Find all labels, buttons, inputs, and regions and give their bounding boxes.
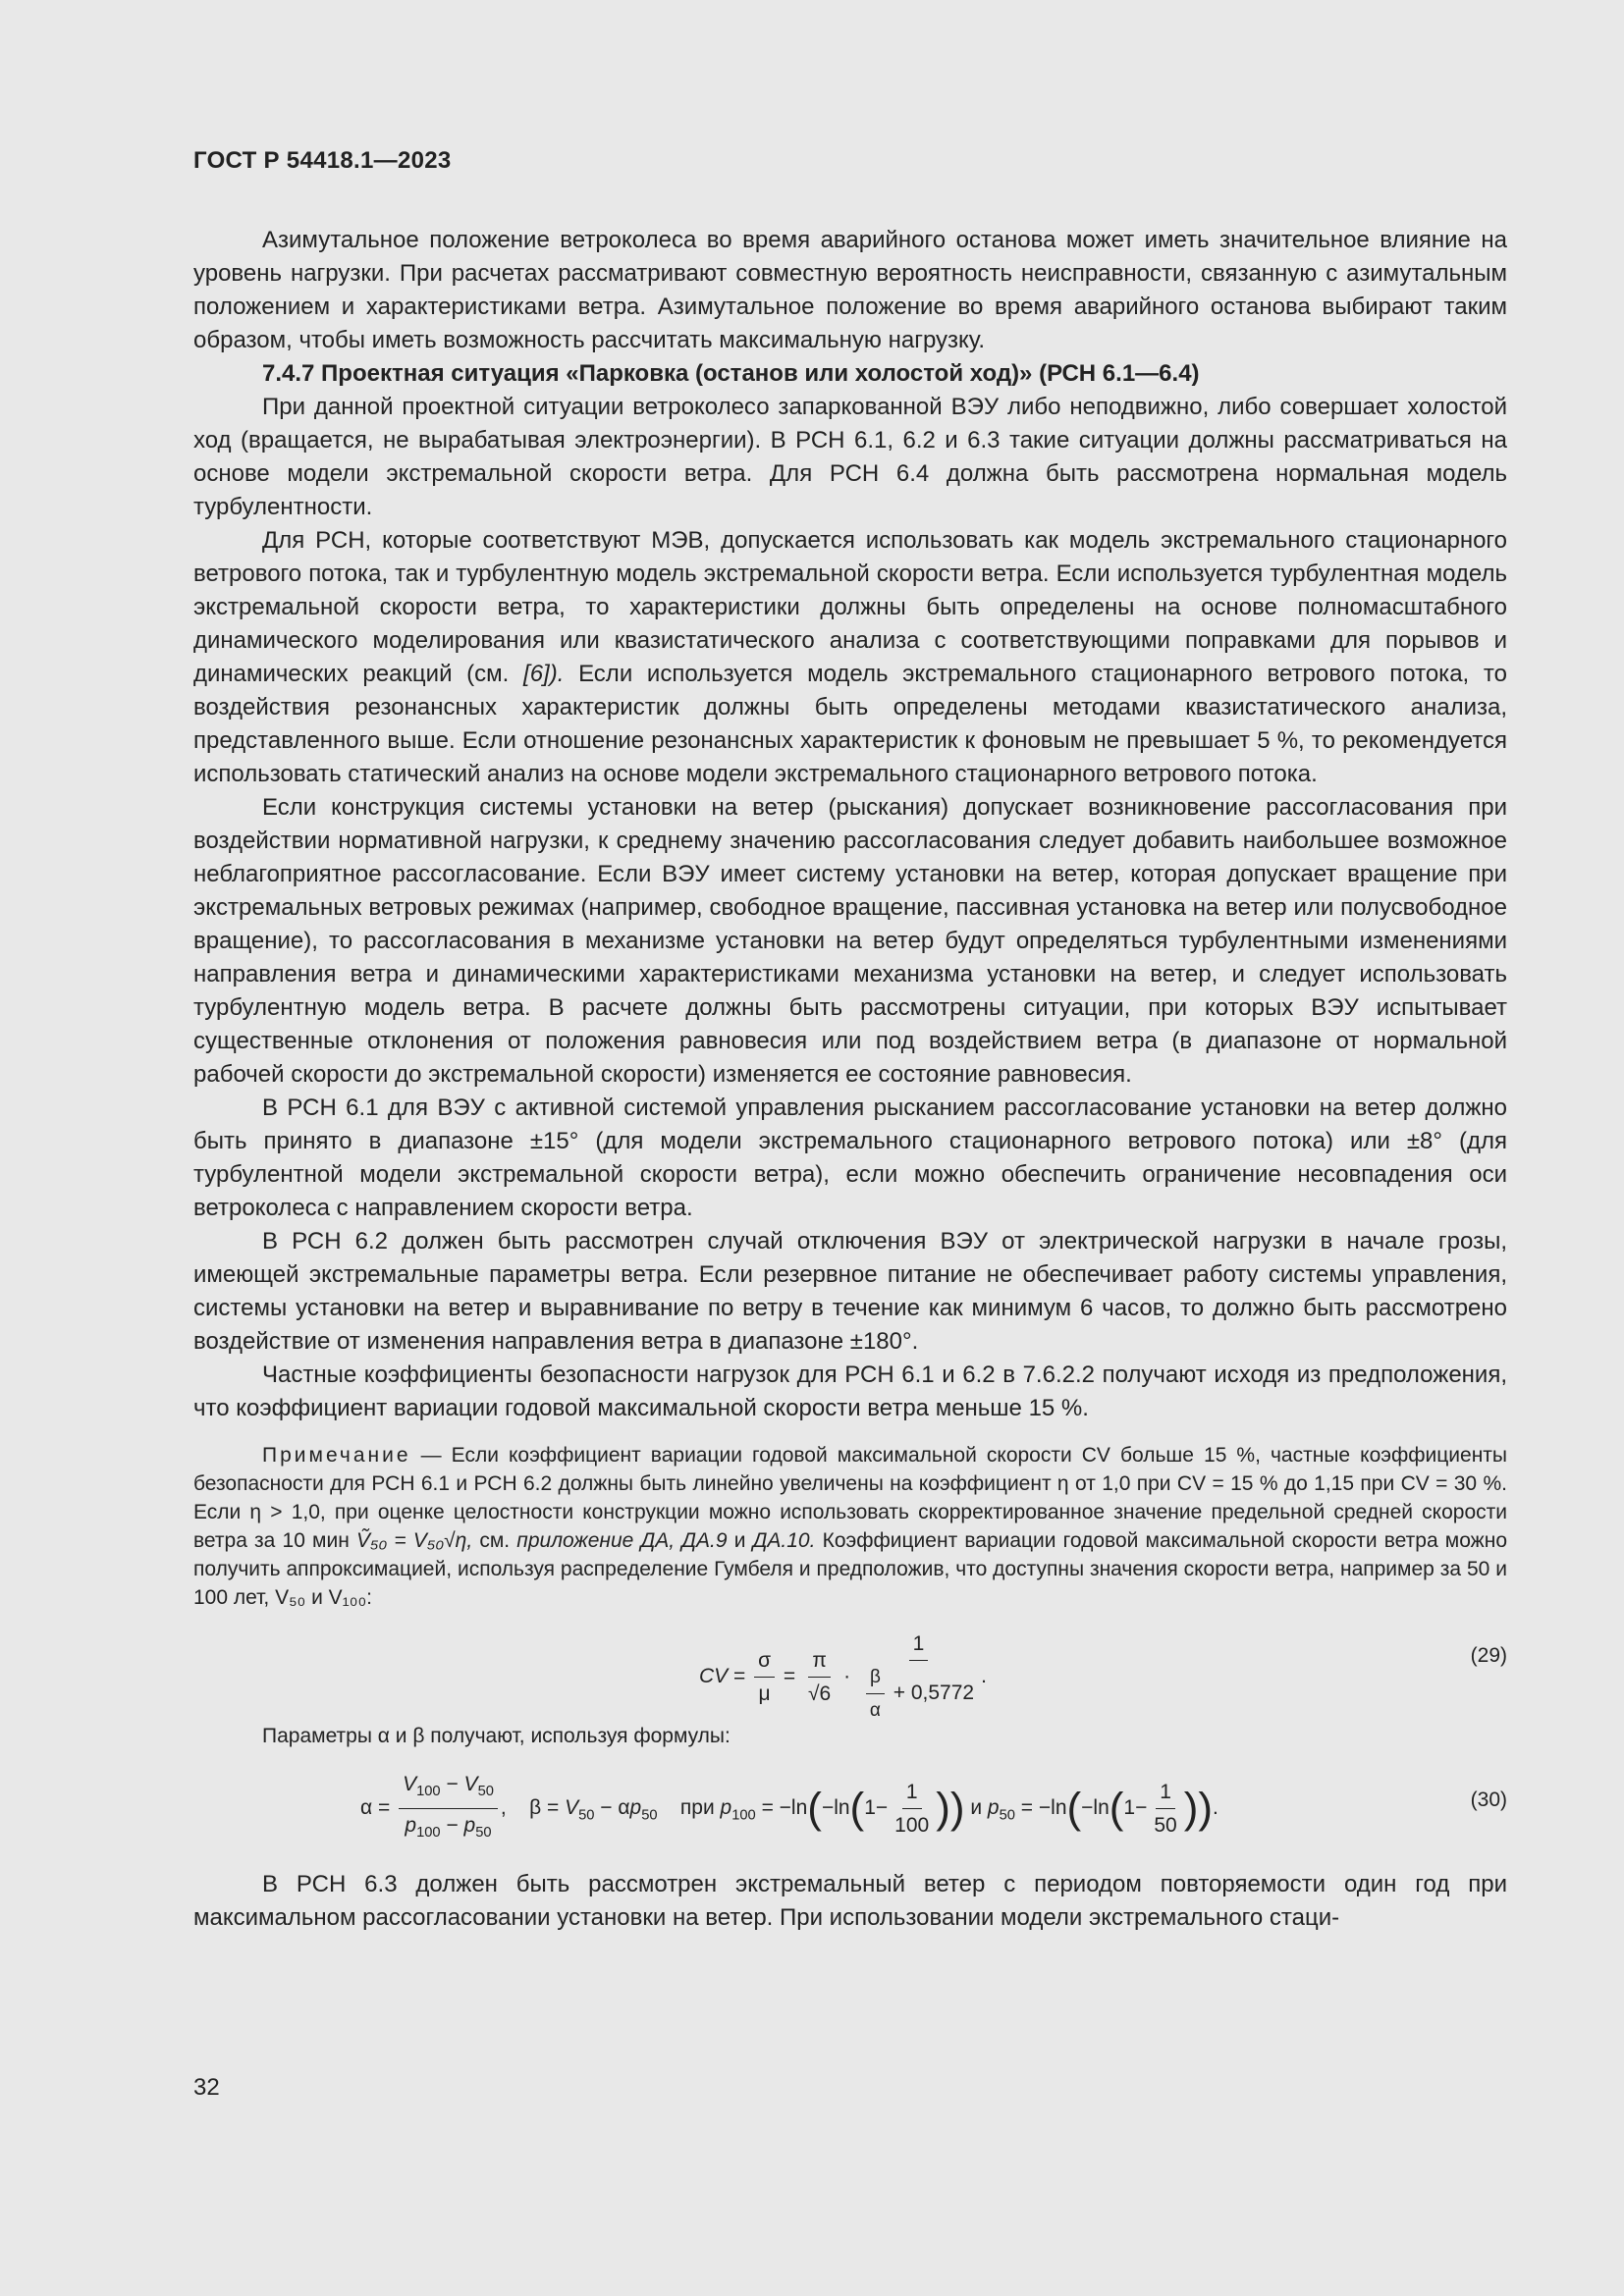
paragraph: Азимутальное положение ветроколеса во время аварийного останова может иметь значительное влияние на уровень нагрузки. При расчетах рассматривают совместную вероятность неисправности, связанную с азимутальным положением и характеристиками ветра. Азимутальное положение во время аварийного останова выбирают таким образом, чтобы иметь возможность рассчитать максимальную нагрузку.: [193, 227, 1507, 353]
document-body: [193, 224, 1507, 1935]
section-heading: 7.4.7 Проектная ситуация «Парковка (останов или холостой ход)» (РСН 6.1—6.4): [262, 360, 1200, 387]
paragraph: В РСН 6.3 должен быть рассмотрен экстремальный ветер с периодом повторяемости один год при максимальном рассогласовании установки на ветер. При использовании модели экстремального стаци-: [193, 1871, 1507, 1931]
document-header: ГОСТ Р 54418.1—2023: [193, 147, 452, 174]
paragraph: При данной проектной ситуации ветроколесо запаркованной ВЭУ либо неподвижно, либо совершает холостой ход (вращается, не вырабатывая электроэнергии). В РСН 6.1, 6.2 и 6.3 такие ситуации должны рассматриваться на основе модели экстремальной скорости ветра. Для РСН 6.4 должна быть рассмотрена нормальная модель турбулентности.: [193, 394, 1507, 520]
paragraph: Для РСН, которые соответствуют МЭВ, допускается использовать как модель экстремального стационарного ветрового потока, так и турбулентную модель экстремальной скорости ветра. Если используется турбулентная модель экстремальной скорости ветра, то характеристики должны быть определены на основе полномасштабного динамического моделирования или квазистатического анализа с соответствующими поправками для порывов и динамических реакций (см. [6]). Если используется модель экстремального стационарного ветрового потока, то воздействия резонансных характеристик должны быть определены методами квазистатического анализа, представленного выше. Если отношение резонансных характеристик к фоновым не превышает 5 %, то рекомендуется использовать статический анализ на основе модели экстремального стационарного ветрового потока.: [193, 527, 1507, 787]
equation-29-body: CV = $\frac{\sigma}{\mu}$ = $\frac{\pi}{√6}$ · 1 $\frac{\beta}{\alpha}$ + 0,5772 .: [699, 1629, 987, 1725]
paragraph: Если конструкция системы установки на ветер (рыскания) допускает возникновение рассогласования при воздействии нормативной нагрузки, к среднему значению рассогласования следует добавить наибольшее возможное неблагоприятное рассогласование. Если ВЭУ имеет систему установки на ветер, которая допускает вращение при экстремальных ветровых режимах (например, свободное вращение, пассивная установка на ветер или полусвободное вращение), то рассогласования в механизме установки на ветер будут определяться турбулентными изменениями направления ветра и динамическими характеристиками механизма установки на ветер, и следует использовать турбулентную модель ветра. В расчете должны быть рассмотрены ситуации, при которых ВЭУ испытывает существенные отклонения от положения равновесия или под воздействием ветра (в диапазоне от нормальной рабочей скорости до экстремальной скорости) изменяется ее состояние равновесия.: [193, 794, 1507, 1088]
equation-number: (29): [1470, 1644, 1507, 1667]
page-number: 32: [193, 2074, 220, 2101]
inline-formula: Ṽ₅₀ = V₅₀√η,: [355, 1529, 473, 1552]
equation-29: [193, 1622, 1507, 1721]
paragraph: Частные коэффициенты безопасности нагрузок для РСН 6.1 и 6.2 в 7.6.2.2 получают исходя из предположения, что коэффициент вариации годовой максимальной скорости ветра меньше 15 %.: [193, 1362, 1507, 1421]
note-label: Примечание: [262, 1444, 411, 1467]
params-text: Параметры α и β получают, используя формулы:: [262, 1725, 731, 1747]
note-block: Примечание — Если коэффициент вариации годовой максимальной скорости CV больше 15 %, частные коэффициенты безопасности для РСН 6.1 и РСН 6.2 должны быть линейно увеличены на коэффициент η от 1,0 при CV = 15 % до 1,15 при CV = 30 %. Если η > 1,0, при оценке целостности конструкции можно использовать скорректированное значение предельной средней скорости ветра за 10 мин Ṽ₅₀ = V₅₀√η, см. приложение ДА, ДА.9 и ДА.10. Коэффициент вариации годовой максимальной скорости ветра можно получить аппроксимацией, используя распределение Гумбеля и предположив, что доступны значения скорости ветра, например за 50 и 100 лет, V₅₀ и V₁₀₀: CV = $\frac{\sigma}{\mu}$ = $\frac{\pi}{√6}$ · 1 $\frac{\beta}{\alpha}$ + 0,5772 . (29) Параметры α и β получают, используя формулы: α = $\frac{V_{100} - V_{50}}{p_{100} - p_{50}}$ , $\beta = V_{50} - \alpha p_{50}$ при $p_{100} = -\ln(-\ln(1-$ $\frac{1}{100}$ )) и $p_{50} = -\ln(-\ln(1-$ $\frac{1}{50}$ )). (30): [193, 1441, 1507, 1850]
reference-link: [6]).: [523, 661, 565, 687]
paragraph: В РСН 6.1 для ВЭУ с активной системой управления рысканием рассогласование установки на ветер должно быть принято в диапазоне ±15° (для модели экстремального стационарного ветрового потока) или ±8° (для турбулентной модели экстремальной скорости ветра), если можно обеспечить ограничение несовпадения оси ветроколеса с направлением скорости ветра.: [193, 1095, 1507, 1221]
equation-30-body: α = $\frac{V_{100} - V_{50}}{p_{100} - p_{50}}$ , $\beta = V_{50} - \alpha p_{50}$ при $p_{100} = -\ln(-\ln(1-$ $\frac{1}{100}$ )) и $p_{50} = -\ln(-\ln(1-$ $\frac{1}{50}$ )).: [360, 1770, 1218, 1847]
equation-number: (30): [1470, 1789, 1507, 1811]
paragraph: В РСН 6.2 должен быть рассмотрен случай отключения ВЭУ от электрической нагрузки в начале грозы, имеющей экстремальные параметры ветра. Если резервное питание не обеспечивает работу системы управления, системы установки на ветер и выравнивание по ветру в течение как минимум 6 часов, то должно быть рассмотрено воздействие от изменения направления ветра в диапазоне ±180°.: [193, 1228, 1507, 1355]
equation-30: [193, 1764, 1507, 1850]
